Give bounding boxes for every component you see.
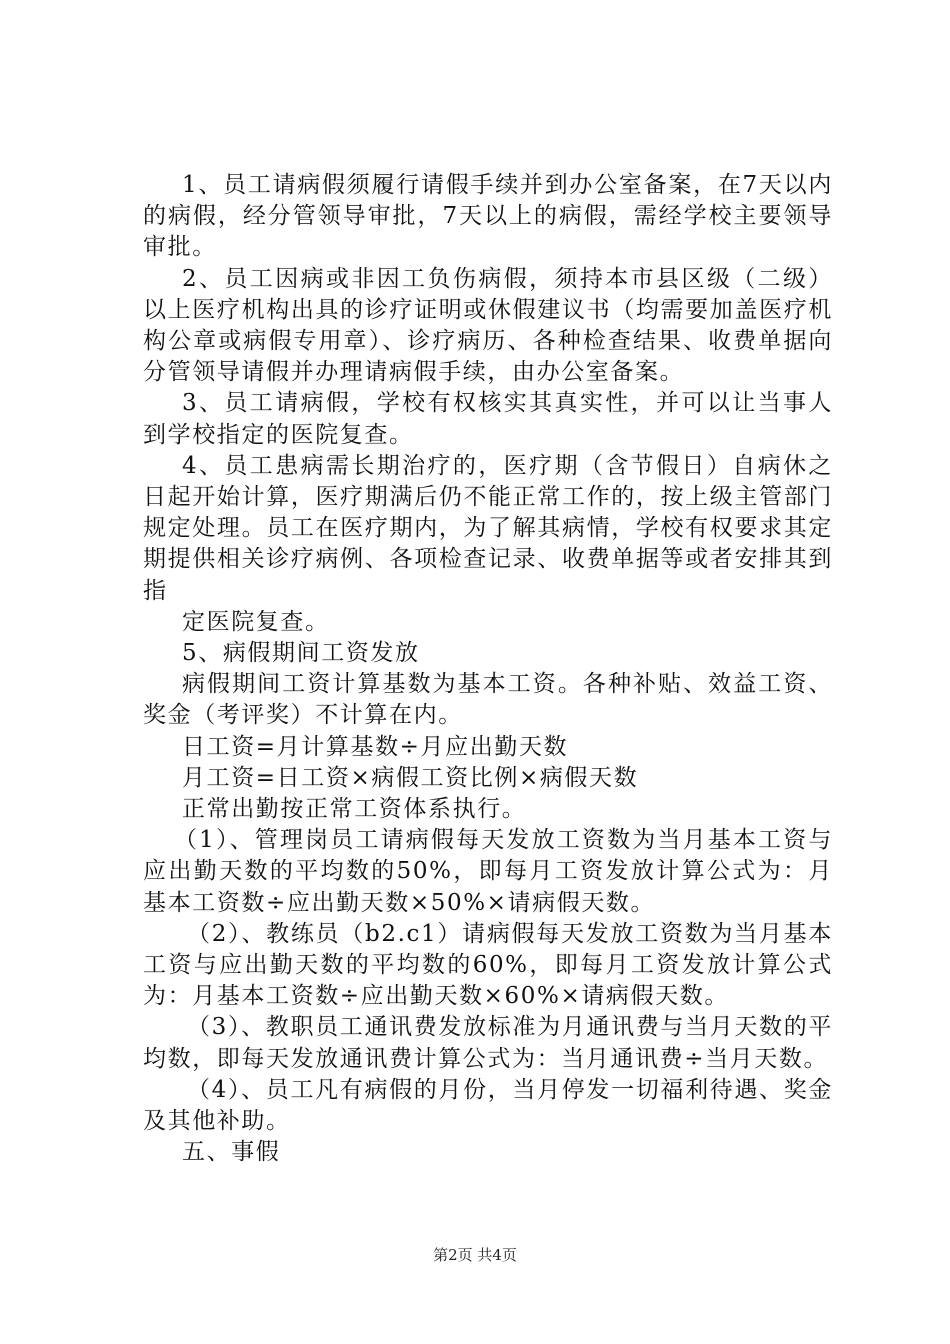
paragraph-monthly-wage-formula: 月工资=日工资×病假工资比例×病假天数 [182,764,639,791]
paragraph-daily-wage-formula: 日工资=月计算基数÷月应出勤天数 [182,733,569,760]
paragraph-sick-leave-3: 3、员工请病假，学校有权核实其真实性，并可以让当事人到学校指定的医院复查。 [143,390,833,448]
paragraph-sick-leave-1: 1、员工请病假须履行请假手续并到办公室备案，在7天以内的病假，经分管领导审批，7天以上的病假，需经学校主要领导审批。 [143,172,833,261]
document-body [143,170,833,1169]
paragraph-sick-leave-2: 2、员工因病或非因工负伤病假，须持本市县区级（二级）以上医疗机构出具的诊疗证明或休假建议书（均需要加盖医疗机构公章或病假专用章）、诊疗病历、各种检查结果、收费单据向分管领导请假并办理请病假手续，由办公室备案。 [143,265,833,386]
paragraph-sick-leave-5-heading: 5、病假期间工资发放 [182,640,420,667]
paragraph-continuation: 定医院复查。 [182,608,330,635]
page-number-footer: 第2页 共4页 [433,1246,517,1264]
paragraph-item-1-management: （1）、管理岗员工请病假每天发放工资数为当月基本工资与应出勤天数的平均数的50%，即每月工资发放计算公式为：月基本工资数÷应出勤天数×50%×请病假天数。 [143,827,833,916]
paragraph-item-3-communication: （3）、教职员工通讯费发放标准为月通讯费与当月天数的平均数，即每天发放通讯费计算公式为：当月通讯费÷当月天数。 [143,1014,833,1072]
paragraph-wage-basis: 病假期间工资计算基数为基本工资。各种补贴、效益工资、奖金（考评奖）不计算在内。 [143,671,833,729]
paragraph-normal-attendance: 正常出勤按正常工资体系执行。 [182,796,527,823]
paragraph-item-4-benefits: （4）、员工凡有病假的月份，当月停发一切福利待遇、奖金及其他补助。 [143,1076,833,1135]
paragraph-sick-leave-4: 4、员工患病需长期治疗的，医疗期（含节假日）自病休之日起开始计算，医疗期满后仍不能正常工作的，按上级主管部门规定处理。员工在医疗期内，为了解其病情，学校有权要求其定期提供相关诊疗病例、各项检查记录、收费单据等或者安排其到指 [143,452,833,604]
section-heading-personal-leave: 五、事假 [182,1139,281,1166]
paragraph-item-2-coach: （2）、教练员（b2.c1）请病假每天发放工资数为当月基本工资与应出勤天数的平均数的60%，即每月工资发放计算公式为：月基本工资数÷应出勤天数×60%×请病假天数。 [143,920,833,1010]
